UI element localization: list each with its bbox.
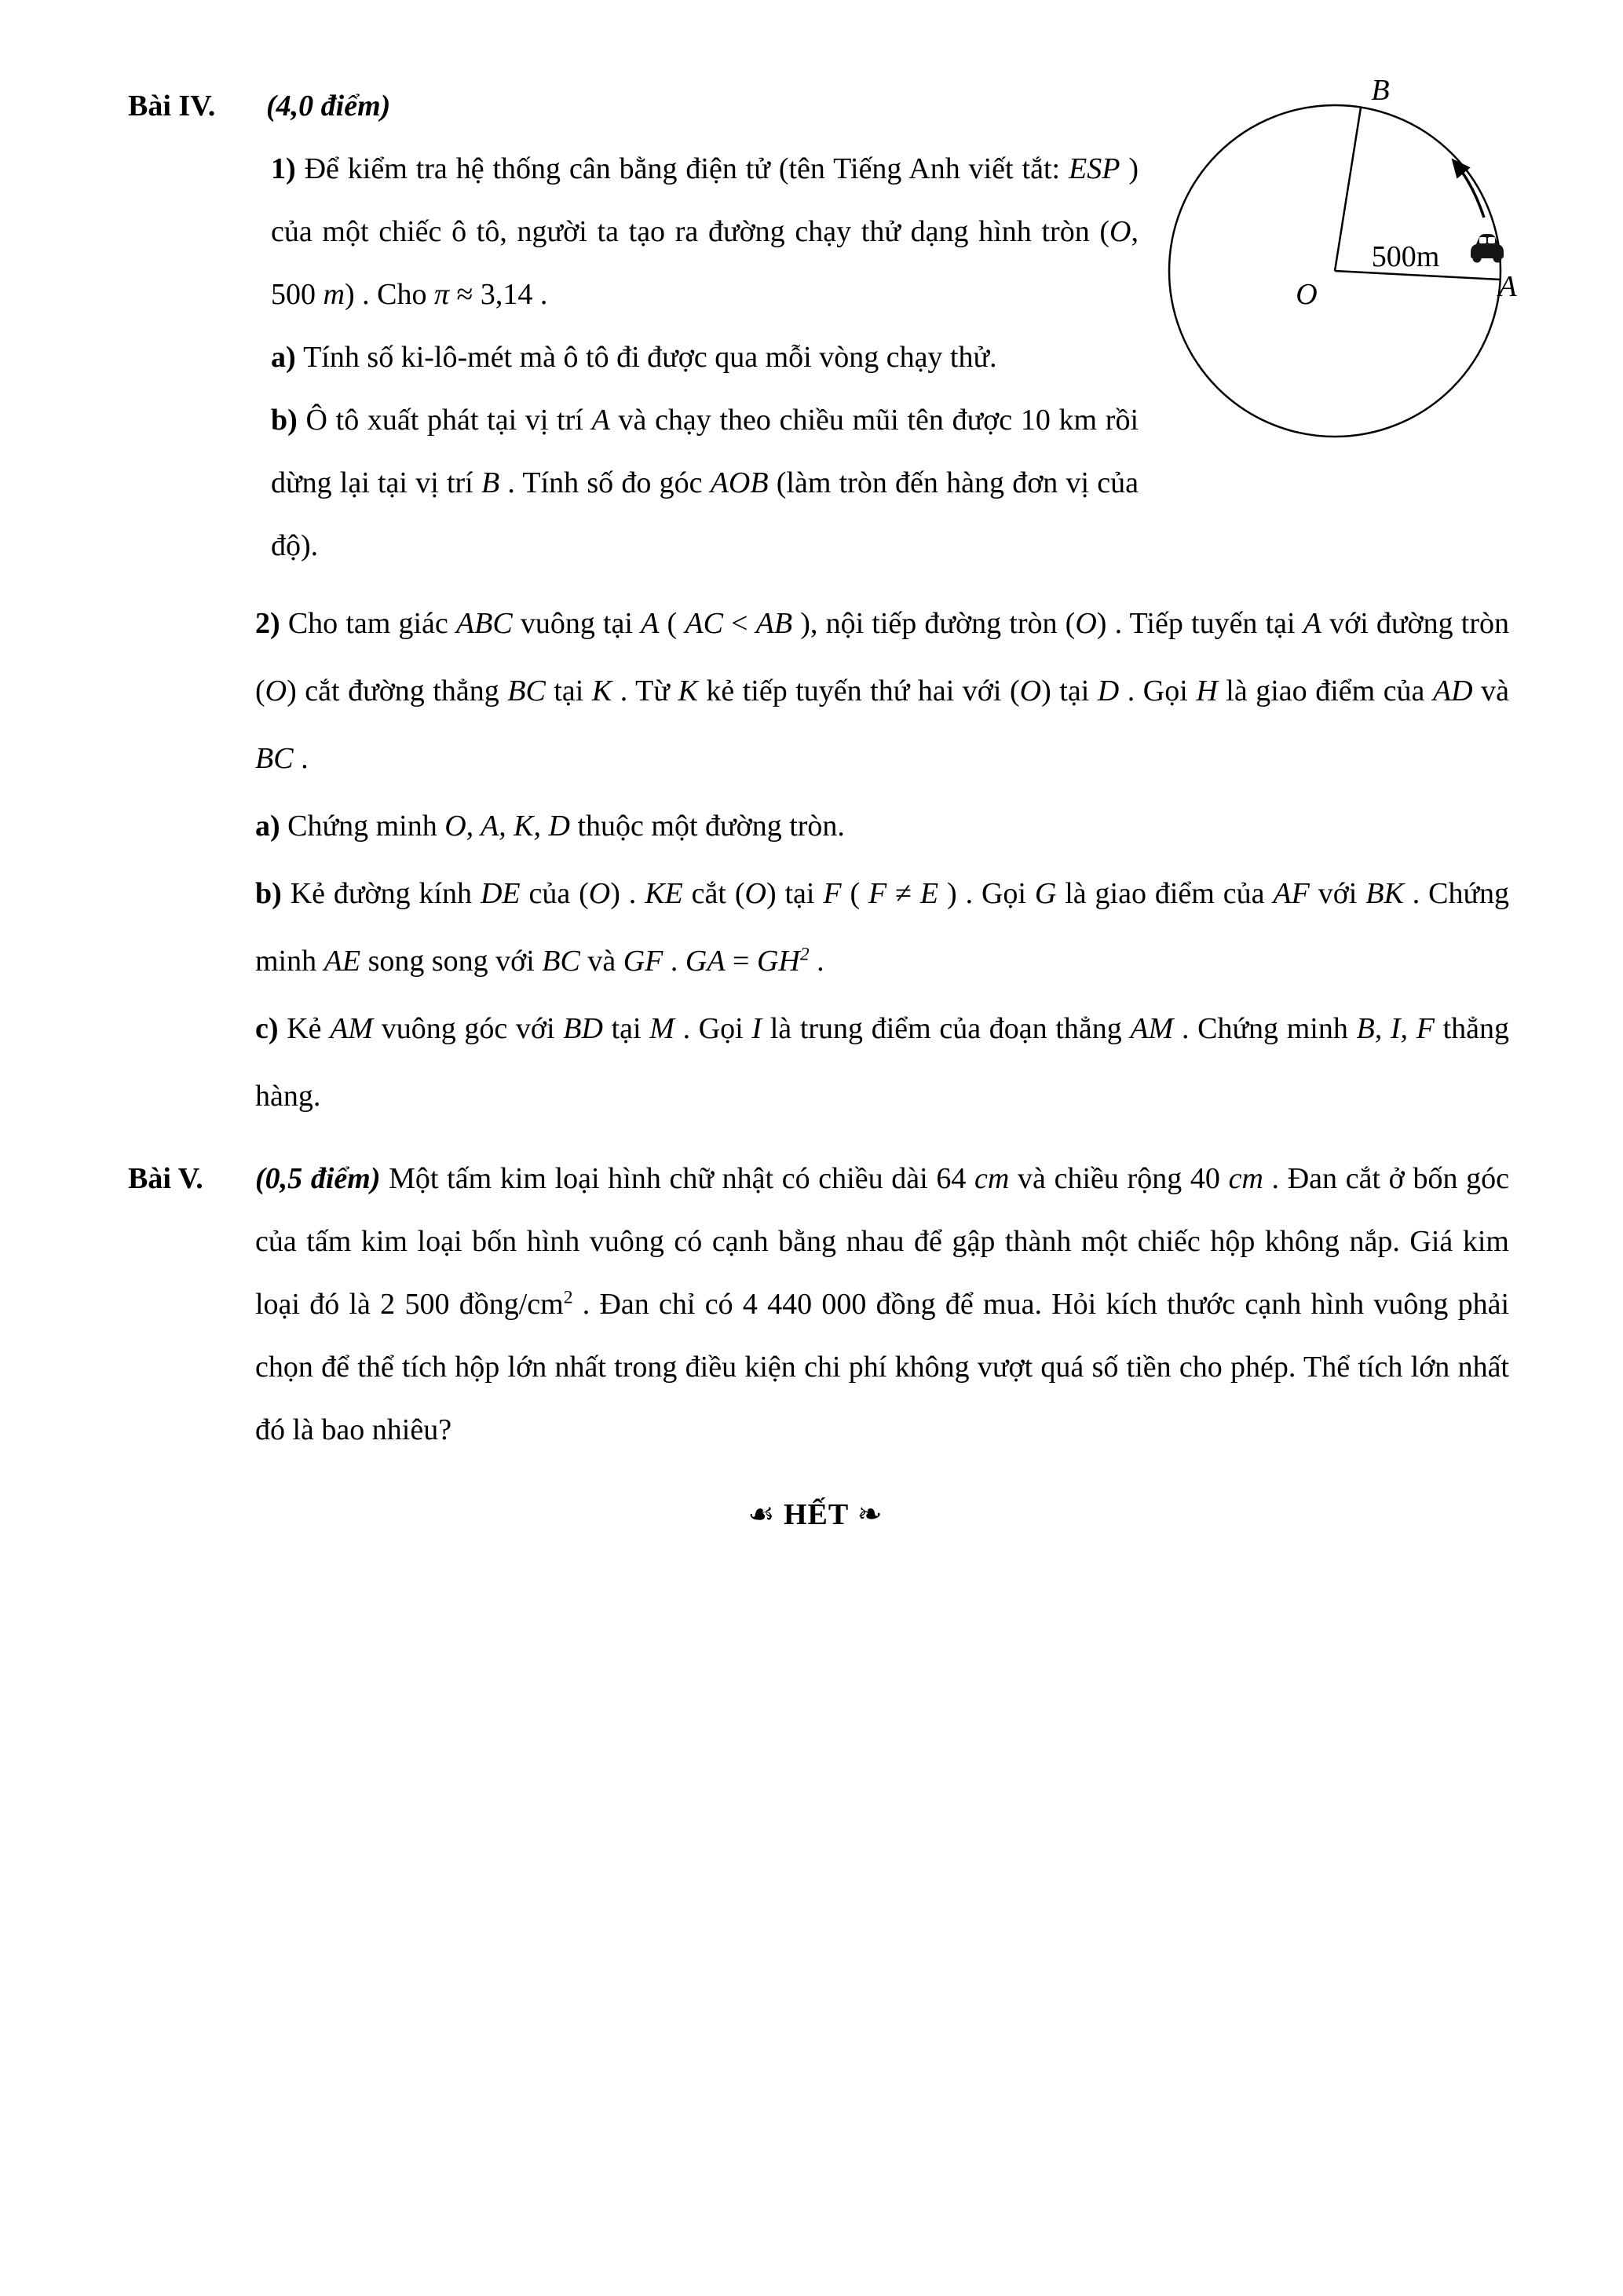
- exercise-5-content: [255, 1147, 1509, 1461]
- exercise-4-section: [122, 75, 1509, 1130]
- item-2-part-c: c) Kẻ AM vuông góc với BD tại M . Gọi I là trung điểm của đoạn thẳng AM . Chứng minh B, I, F thẳng hàng.: [255, 1012, 1510, 1113]
- item-1-part-b: b) Ô tô xuất phát tại vị trí A và chạy theo chiều mũi tên được 10 km rồi dừng lại tại vị trí B . Tính số đo góc AOB (làm tròn đến hàng đơn vị của độ).: [271, 404, 1139, 562]
- item-2-part-b: b) Kẻ đường kính DE của (O) . KE cắt (O) tại F ( F ≠ E ) . Gọi G là giao điểm của AF với BK . Chứng minh AE song song với BC và GF . GA = $GH^2$ .: [255, 877, 1510, 978]
- exercise-4-label: Bài IV.: [128, 90, 216, 122]
- item-1-intro: 1) Để kiểm tra hệ thống cân bằng điện tử (tên Tiếng Anh viết tắt: ESP ) của một chiếc ô tô, người ta tạo ra đường chạy thử dạng hình tròn (O, 500 m) . Cho π ≈ 3,14 .: [271, 152, 1139, 311]
- point-label-o: O: [1296, 278, 1318, 311]
- exercise-4-content: [255, 75, 1509, 1130]
- exercise-5-label: Bài V.: [128, 1162, 203, 1195]
- exercise-4-item-2: [255, 590, 1509, 1130]
- point-label-a: A: [1498, 270, 1517, 303]
- exercise-5-body: (0,5 điểm) Một tấm kim loại hình chữ nhật có chiều dài 64 cm và chiều rộng 40 cm . Đan cắt ở bốn góc của tấm kim loại bốn hình vuông có cạnh bằng nhau để gập thành một chiếc hộp không nắp. Giá kim loại đó là 2 500 đồng/$cm^2$ . Đan chỉ có 4 440 000 đồng để mua. Hỏi kích thước cạnh hình vuông phải chọn để thể tích hộp lớn nhất trong điều kiện chi phí không vượt quá số tiền cho phép. Thể tích lớn nhất đó là bao nhiêu?: [255, 1162, 1510, 1446]
- end-of-exam-marker: ☙ HẾT ❧: [748, 1498, 883, 1531]
- item-2-part-a: a) Chứng minh O, A, K, D thuộc một đường tròn.: [255, 810, 845, 843]
- point-label-b: B: [1371, 74, 1390, 107]
- exercise-4-item-1: [271, 137, 1139, 577]
- document-body: [122, 75, 1509, 1546]
- exercise-5-section: [122, 1147, 1509, 1461]
- radius-label: 500m: [1371, 240, 1440, 273]
- exercise-4-points: (4,0 điểm): [266, 90, 391, 122]
- item-2-intro: 2) Cho tam giác ABC vuông tại A ( AC < AB ), nội tiếp đường tròn (O) . Tiếp tuyến tại A với đường tròn (O) cắt đường thẳng BC tại K . Từ K kẻ tiếp tuyến thứ hai với (O) tại D . Gọi H là giao điểm của AD và BC .: [255, 607, 1510, 775]
- item-1-part-a: a) Tính số ki-lô-mét mà ô tô đi được qua mỗi vòng chạy thử.: [271, 341, 997, 374]
